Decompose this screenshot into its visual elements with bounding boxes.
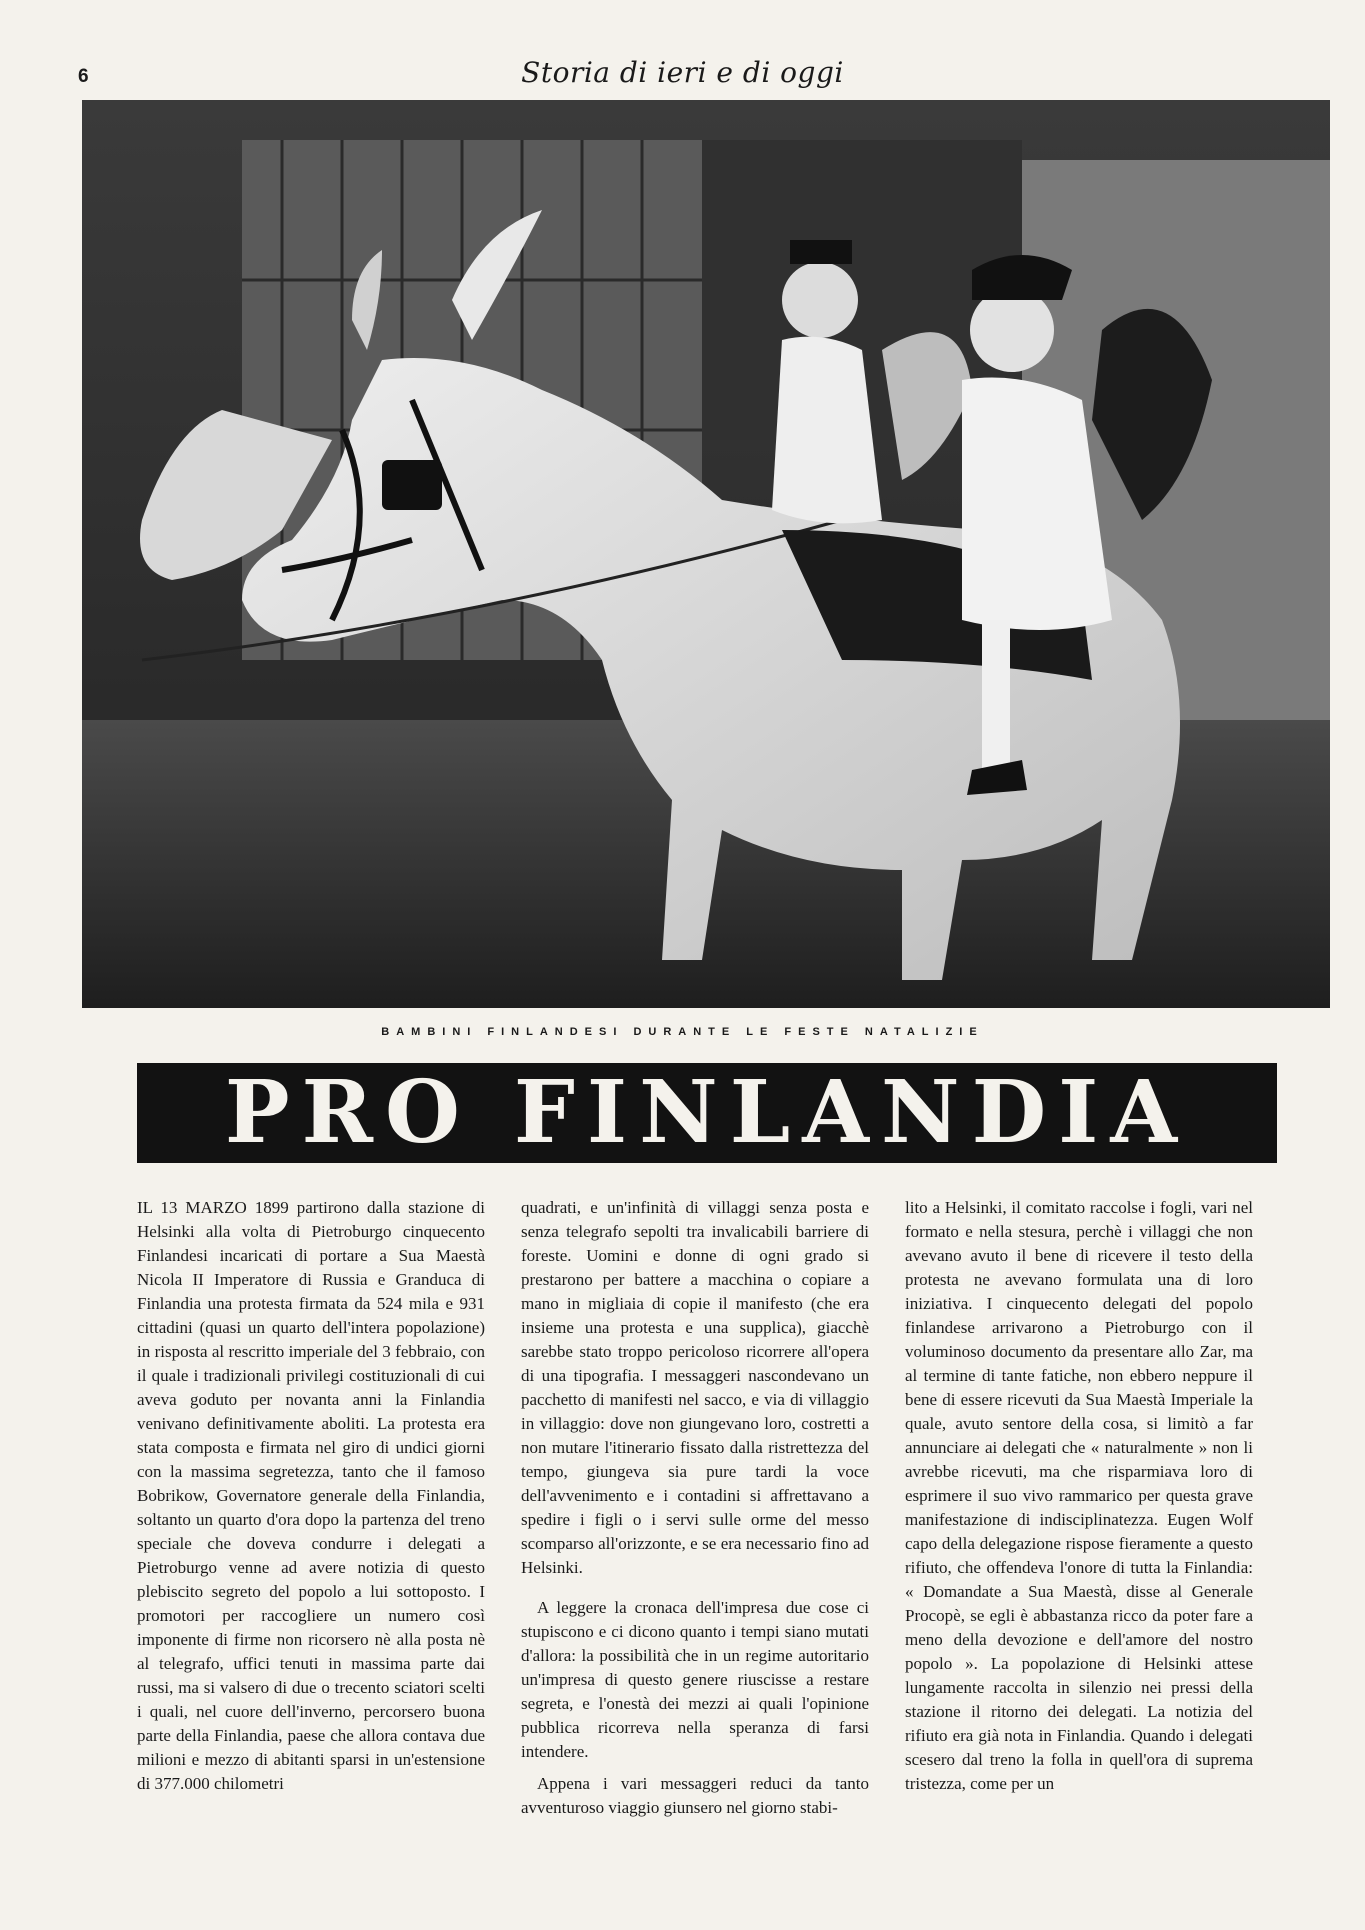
paragraph: A leggere la cronaca dell'impresa due cose ci stupiscono e ci dicono quanto i tempi siano mutati d'allora: la possibilità che in un regime autoritario un'impresa di questo genere riuscisse a restare segreta, e l'onestà dei mezzi ai quali l'opinione pubblica ricorreva nella speranza di farsi intendere.	[521, 1598, 869, 1761]
child-2-head	[970, 288, 1054, 372]
column-2	[521, 1196, 869, 1820]
article-photo	[82, 100, 1330, 1008]
paragraph: IL 13 MARZO 1899 partirono dalla stazione di Helsinki alla volta di Pietroburgo cinquecento Finlandesi incaricati di portare a Sua Maestà Nicola II Imperatore di Russia e Granduca di Finlandia una protesta firmata da 524 mila e 931 cittadini (quasi un quarto dell'intera popolazione) in risposta al rescritto imperiale del 3 febbraio, con il quale i tradizionali privilegi costituzionali di cui aveva goduto per novanta anni la Finlandia venivano definitivamente aboliti. La protesta era stata composta e firmata nel giro di undici giorni con la massima segretezza, tanto che il famoso Bobrikow, Governatore generale della Finlandia, soltanto un quarto d'ora dopo la partenza del treno speciale che doveva condurre i delegati a Pietroburgo venne ad avere notizia di questo plebiscito segreto del popolo a lui sottoposto. I promotori per raccogliere un numero così imponente di firme non ricorsero nè alla posta nè al telegrafo, uffici tenuti in massima parte dai russi, ma si valsero di due o trecento sciatori scelti i quali, nel cuore dell'inverno, percorsero buona parte della Finlandia, paese che allora contava due milioni e mezzo di abitanti sparsi in un'estensione di 377.000 chilometri	[137, 1198, 485, 1793]
child-1-head	[782, 262, 858, 338]
photo-caption: BAMBINI FINLANDESI DURANTE LE FESTE NATALIZIE	[381, 1026, 984, 1038]
blinker	[382, 460, 442, 510]
column-1	[137, 1196, 485, 1796]
paragraph: Appena i vari messaggeri reduci da tanto avventuroso viaggio giunsero nel giorno stabi-	[521, 1774, 869, 1817]
paragraph: lito a Helsinki, il comitato raccolse i fogli, vari nel formato e nella stesura, perchè i villaggi che non avevano avuto il bene di ricevere il testo della protesta ne avevano formulata una di loro iniziativa. I cinquecento delegati del popolo finlandese arrivarono a Pietroburgo con il voluminoso documento da presentare allo Zar, ma al termine di tante fatiche, non ebbero neppure il bene di essere ricevuti da Sua Maestà Imperiale la quale, avuto sentore della cosa, si limitò a far annunciare ai delegati che « naturalmente » non li avrebbe ricevuti, ma che risparmiava loro di esprimere il suo vivo rammarico per questa grave manifestazione di indisciplinatezza. Eugen Wolf capo della delegazione rispose fieramente a questo rifiuto, che offendeva l'onore di tutta la Finlandia: « Domandate a Sua Maestà, disse al Generale Procopè, se egli è abbastanza ricco da poter fare a meno della devozione e dell'amore del nostro popolo ». La popolazione di Helsinki attese lungamente raccolta in silenzio nei pressi della stazione il ritorno dei delegati. La notizia del rifiuto era già nota in Finlandia. Quando i delegati scesero dal treno la folla in quell'ora di suprema tristezza, come per un	[905, 1198, 1253, 1793]
article-body	[137, 1196, 1307, 1886]
paragraph: quadrati, e un'infinità di villaggi senza posta e senza telegrafo sepolti tra invalicabili barriere di foreste. Uomini e donne di ogni grado si prestarono per battere a macchina o copiare a mano in migliaia di copie il manifesto (che era insieme una protesta e una supplica), giacchè sarebbe stato troppo pericoloso ricorrere all'opera di una tipografia. I messaggeri nascondevano un pacchetto di manifesti nel sacco, e via di villaggio in villaggio: dove non giungevano loro, costretti a non mutare l'itinerario fissato dalla ristrettezza del tempo, giungeva sia pure tardi la voce dell'avvenimento e i contadini si affrettavano a spedire i figli o i servi sulle orme del messo scomparso all'orizzonte, e se era necessario fino ad Helsinki.	[521, 1198, 869, 1577]
column-3	[905, 1196, 1253, 1796]
article-title: PRO FINLANDIA	[137, 1063, 1277, 1163]
running-title: Storia di ieri e di oggi	[521, 56, 844, 89]
page-number: 6	[78, 66, 89, 87]
